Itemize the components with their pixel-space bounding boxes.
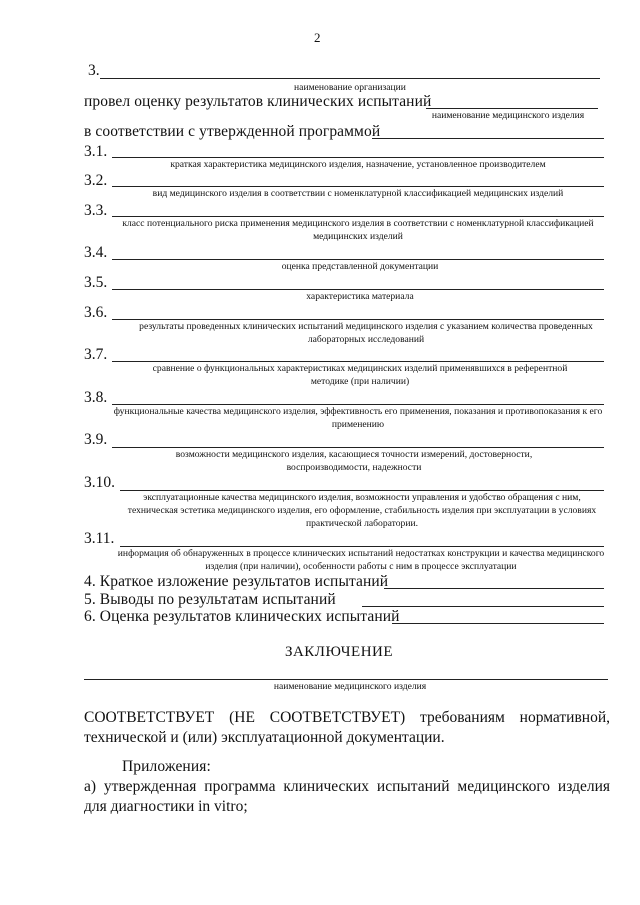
item-6-line — [392, 623, 604, 624]
subitem-caption: результаты проведенных клинических испытаний медицинского изделия с указанием количества проведенных лабораторных исследований — [139, 321, 593, 345]
program-line — [372, 138, 604, 139]
conclusion-device-caption: наименование медицинского изделия — [273, 681, 427, 692]
subitem-number: 3.1. — [84, 143, 108, 160]
subitem-caption: информация об обнаруженных в процессе клинических испытаний недостатках конструкции и качества медицинского изделия (при наличии), особенности работы с ним в процессе эксплуатации — [117, 548, 605, 572]
subitem-caption: эксплуатационные качества медицинского изделия, возможности управления и удобство обращения с ним, техническая эстетика медицинского изделия, его оформление, стабильность изделия при эксплуатации в условиях практической лаборатории. — [127, 492, 597, 529]
subitem-number: 3.7. — [84, 346, 108, 363]
subitem-number: 3.3. — [84, 202, 108, 219]
subitem-caption: оценка представленной документации — [281, 261, 439, 272]
subitem-caption: функциональные качества медицинского изделия, эффективность его применения, показания и противопоказания к его применению — [113, 406, 603, 430]
item-3-number: 3. — [88, 62, 100, 79]
subitem-caption: характеристика материала — [306, 291, 414, 302]
subitem-caption: вид медицинского изделия в соответствии с номенклатурной классификацией медицинских изделий — [152, 188, 564, 199]
subitem-number: 3.11. — [84, 530, 115, 547]
evaluation-text: провел оценку результатов клинических испытаний — [84, 93, 432, 110]
subitem-number: 3.6. — [84, 304, 108, 321]
subitem-caption: сравнение о функциональных характеристиках медицинских изделий применявшихся в референтной методике (при наличии) — [152, 363, 568, 387]
appendix-title: Приложения: — [122, 758, 211, 775]
subitem-number: 3.9. — [84, 431, 108, 448]
item-4-line — [384, 588, 604, 589]
device-name-caption: наименование медицинского изделия — [431, 110, 585, 121]
subitem-number: 3.8. — [84, 389, 108, 406]
item-4-text: 4. Краткое изложение результатов испытаний — [84, 573, 389, 590]
subitem-number: 3.10. — [84, 474, 115, 491]
org-name-line — [100, 78, 600, 79]
item-5-text: 5. Выводы по результатам испытаний — [84, 591, 336, 608]
subitem-number: 3.2. — [84, 172, 108, 189]
appendix-item-a: а) утвержденная программа клинических испытаний медицинского изделия для диагностики in vitro; — [84, 778, 610, 815]
subitem-number: 3.4. — [84, 244, 108, 261]
subitem-caption: краткая характеристика медицинского изделия, назначение, установленное производителем — [170, 159, 546, 170]
subitem-number: 3.5. — [84, 274, 108, 291]
org-name-caption: наименование организации — [294, 82, 406, 93]
item-6-text: 6. Оценка результатов клинических испытаний — [84, 608, 400, 625]
program-text: в соответствии с утвержденной программой — [84, 123, 381, 140]
subitem-caption: класс потенциального риска применения медицинского изделия в соответствии с номенклатурной классификацией медицинских изделий — [122, 218, 594, 242]
item-5-line — [362, 606, 604, 607]
conformity-statement: СООТВЕТСТВУЕТ (НЕ СООТВЕТСТВУЕТ) требованиям нормативной, технической и (или) эксплуатационной документации. — [84, 709, 610, 746]
conclusion-title: ЗАКЛЮЧЕНИЕ — [284, 644, 394, 660]
subitem-caption: возможности медицинского изделия, касающиеся точности измерений, достоверности, воспроизводимости, надежности — [175, 449, 533, 473]
page-number: 2 — [314, 30, 321, 45]
